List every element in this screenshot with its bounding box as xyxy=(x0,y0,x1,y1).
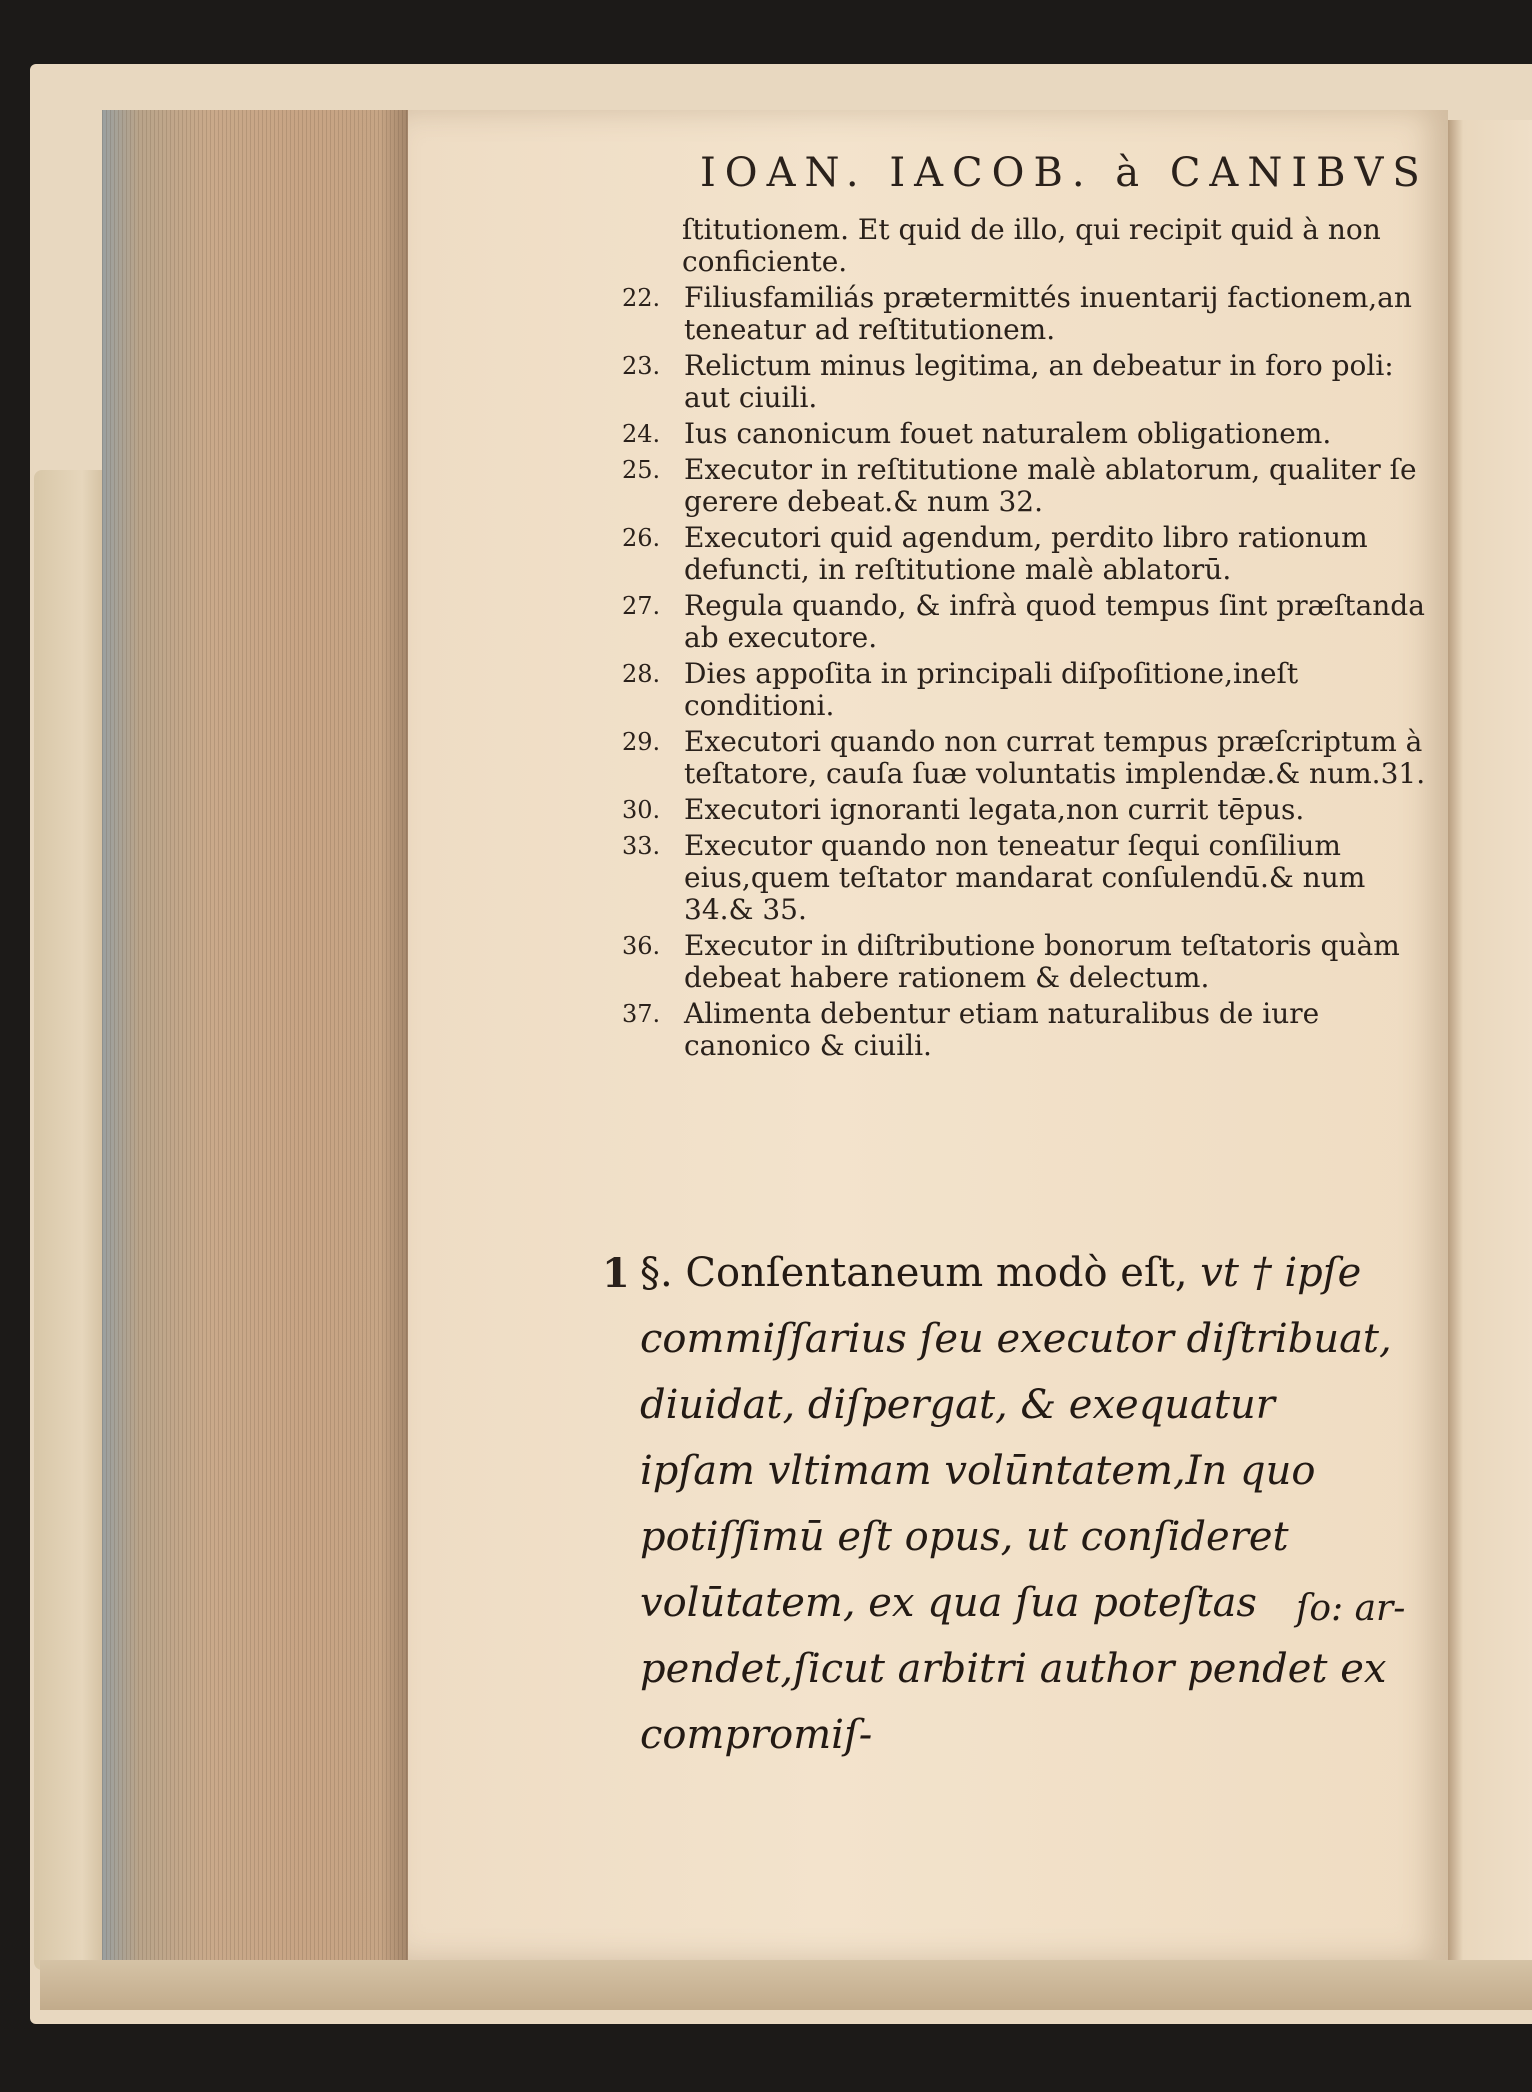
entry-number: 28. xyxy=(622,660,661,688)
paragraph-text: vt † ipſe commiſſarius ſeu executor diſtribuat, diuidat, diſpergat, & exequatur ipſam vltimam volūntatem,In quo potiſſimū eſt opus, ut conſideret volūtatem, ex qua ſua poteſtas pendet,ſicut arbitri author pendet ex compromiſ- xyxy=(640,1250,1392,1758)
summary-entry xyxy=(636,214,1426,278)
summary-entry xyxy=(622,589,1426,654)
summary-entry xyxy=(622,521,1426,586)
summary-entry xyxy=(622,997,1426,1062)
summary-entry xyxy=(622,829,1426,926)
summary-entry xyxy=(622,349,1426,414)
margin-number: 1 xyxy=(602,1250,630,1297)
entry-number: 36. xyxy=(622,932,661,960)
entry-number: 37. xyxy=(622,1000,661,1028)
entry-number: 24. xyxy=(622,420,661,448)
summary-entry xyxy=(622,281,1426,346)
entry-number: 33. xyxy=(622,832,661,860)
entry-text: Regula quando, & infrà quod tempus ſint præſtanda ab executore. xyxy=(684,589,1425,654)
entry-text: ſtitutionem. Et quid de illo, qui recipit quid à non conficiente. xyxy=(682,213,1381,278)
entry-text: Executor in diſtributione bonorum teſtatoris quàm debeat habere rationem & delectum. xyxy=(684,929,1400,994)
entry-text: Executori quid agendum, perdito libro rationum defuncti, in reſtitutione malè ablatorū. xyxy=(684,521,1368,586)
running-header: IOAN. IACOB. à CANIBVS xyxy=(700,150,1429,196)
summary-entry xyxy=(622,929,1426,994)
paragraph-lead: §. Conſentaneum modò eſt, xyxy=(640,1250,1188,1296)
summary-entry xyxy=(622,417,1426,450)
entry-number: 27. xyxy=(622,592,661,620)
summary-entry xyxy=(622,453,1426,518)
right-page-edge xyxy=(1448,120,1532,1960)
summary-entry xyxy=(622,657,1426,722)
entry-text: Relictum minus legitima, an debeatur in foro poli: aut ciuili. xyxy=(684,349,1394,414)
entry-number: 29. xyxy=(622,728,661,756)
page-fore-edge xyxy=(102,110,408,1960)
summary-list xyxy=(622,213,1426,1066)
entry-text: Ius canonicum fouet naturalem obligationem. xyxy=(684,417,1332,450)
entry-number: 30. xyxy=(622,796,661,824)
entry-text: Alimenta debentur etiam naturalibus de iure canonico & ciuili. xyxy=(684,997,1320,1062)
entry-text: Executor quando non teneatur ſequi conſilium eius,quem teſtator mandarat conſulendū.& num 34.& 35. xyxy=(684,829,1366,926)
summary-entry xyxy=(622,725,1426,790)
summary-entry xyxy=(622,793,1426,826)
entry-number: 25. xyxy=(622,456,661,484)
catchword: ſo: ar- xyxy=(1296,1588,1406,1629)
entry-text: Filiusfamiliás prætermittés inuentarij factionem,an teneatur ad reſtitutionem. xyxy=(684,281,1412,346)
entry-text: Executori quando non currat tempus præſcriptum à teſtatore, cauſa ſuæ voluntatis implendæ.& num.31. xyxy=(684,725,1426,790)
entry-number: 26. xyxy=(622,524,661,552)
entry-number: 23. xyxy=(622,352,661,380)
entry-text: Executor in reſtitutione malè ablatorum, qualiter ſe gerere debeat.& num 32. xyxy=(684,453,1417,518)
body-paragraph xyxy=(640,1240,1400,1768)
entry-text: Executori ignoranti legata,non currit tēpus. xyxy=(684,793,1305,826)
entry-number: 22. xyxy=(622,284,661,312)
bottom-edge xyxy=(40,1960,1532,2010)
entry-text: Dies appoſita in principali diſpoſitione,ineſt conditioni. xyxy=(684,657,1299,722)
